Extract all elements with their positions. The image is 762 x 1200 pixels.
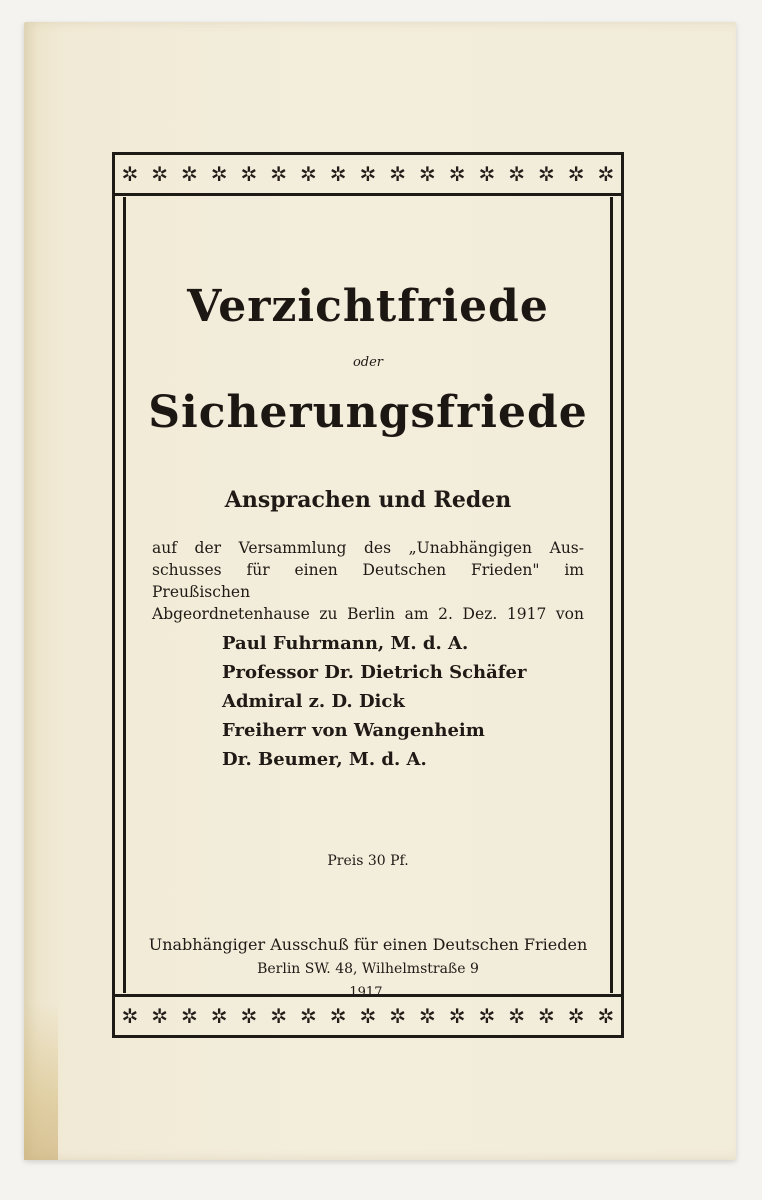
star-ornament-icon: ✲: [240, 1004, 258, 1028]
star-ornament-icon: ✲: [537, 162, 555, 186]
star-ornament-icon: ✲: [359, 162, 377, 186]
star-ornament-icon: ✲: [329, 162, 347, 186]
star-ornament-icon: ✲: [389, 162, 406, 186]
star-ornament-icon: ✲: [508, 162, 525, 186]
star-ornament-icon: ✲: [210, 1004, 228, 1028]
star-ornament-icon: ✲: [151, 162, 168, 186]
inner-frame: [123, 197, 613, 1000]
speaker-item: Paul Fuhrmann, M. d. A.: [222, 633, 469, 654]
star-ornament-icon: ✲: [210, 162, 228, 186]
star-ornament-icon: ✲: [151, 1004, 168, 1028]
page-title: Verzichtfriede: [187, 281, 549, 332]
star-ornament-icon: ✲: [240, 162, 258, 186]
star-ornament-icon: ✲: [448, 162, 466, 186]
star-ornament-icon: ✲: [270, 1004, 287, 1028]
star-ornament-icon: ✲: [299, 1004, 317, 1028]
star-ornament-icon: ✲: [448, 1004, 466, 1028]
star-ornament-icon: ✲: [597, 1004, 615, 1028]
star-ornament-icon: ✲: [180, 162, 198, 186]
speaker-item: Professor Dr. Dietrich Schäfer: [222, 662, 527, 683]
speaker-item: Admiral z. D. Dick: [222, 691, 405, 712]
top-ornament-band: [115, 155, 621, 196]
title-connector: oder: [352, 355, 384, 370]
description-block: [152, 537, 584, 625]
star-ornament-icon: ✲: [299, 162, 317, 186]
description-line: Abgeordnetenhause zu Berlin am 2. Dez. 1917 von: [152, 605, 584, 623]
star-ornament-icon: ✲: [270, 162, 287, 186]
bottom-ornament-band: [115, 994, 621, 1035]
star-ornament-icon: ✲: [537, 1004, 555, 1028]
publication-year: 1917.: [349, 985, 387, 1000]
star-ornament-icon: ✲: [121, 162, 139, 186]
speaker-list: [222, 629, 580, 774]
star-ornament-icon: ✲: [389, 1004, 406, 1028]
star-ornament-icon: ✲: [329, 1004, 347, 1028]
star-ornament-icon: ✲: [567, 1004, 585, 1028]
pamphlet-cover: [24, 22, 736, 1160]
age-stain: [24, 1002, 58, 1160]
publisher-address: Berlin SW. 48, Wilhelmstraße 9: [257, 961, 479, 977]
star-ornament-icon: ✲: [478, 1004, 496, 1028]
star-ornament-icon: ✲: [180, 1004, 198, 1028]
speaker-item: Dr. Beumer, M. d. A.: [222, 749, 427, 770]
star-ornament-icon: ✲: [597, 162, 615, 186]
speaker-item: Freiherr von Wangenheim: [222, 720, 485, 741]
ornamental-frame: [112, 152, 624, 1038]
description-line: auf der Versammlung des „Unabhängigen Aus-: [152, 539, 584, 557]
star-ornament-icon: ✲: [121, 1004, 139, 1028]
star-ornament-icon: ✲: [418, 162, 436, 186]
star-ornament-icon: ✲: [508, 1004, 525, 1028]
star-ornament-icon: ✲: [418, 1004, 436, 1028]
star-ornament-icon: ✲: [478, 162, 496, 186]
description-line: schusses für einen Deutschen Frieden" im Preußischen: [152, 561, 584, 601]
star-ornament-icon: ✲: [567, 162, 585, 186]
cover-content: [146, 197, 590, 1000]
star-ornament-icon: ✲: [359, 1004, 377, 1028]
page-subtitle: Sicherungsfriede: [148, 387, 588, 438]
section-heading: Ansprachen und Reden: [224, 487, 512, 513]
price-label: Preis 30 Pf.: [327, 853, 409, 869]
publisher-name: Unabhängiger Ausschuß für einen Deutschen Frieden: [148, 935, 588, 954]
